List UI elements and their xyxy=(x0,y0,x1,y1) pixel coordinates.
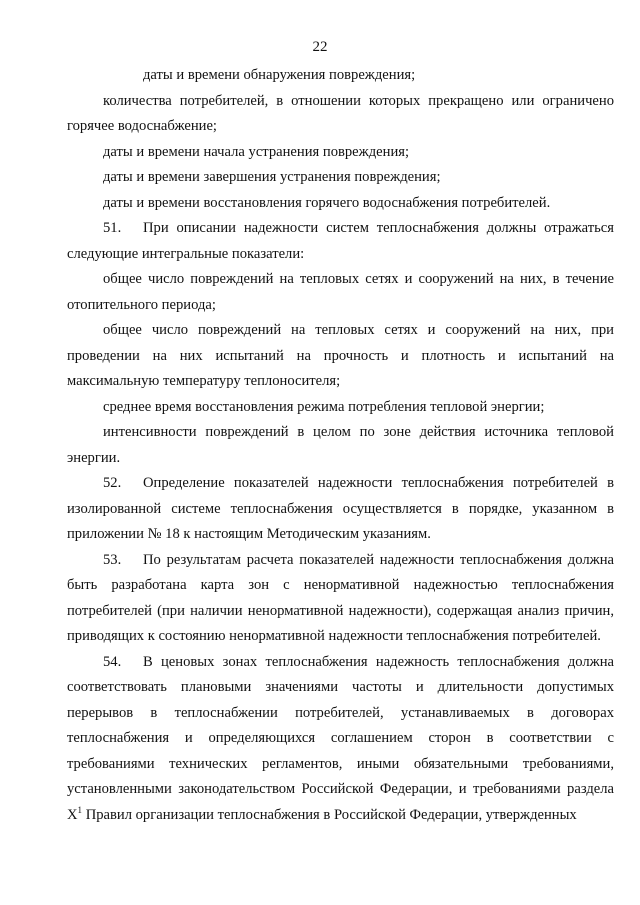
paragraph xyxy=(67,89,614,140)
paragraph xyxy=(67,165,614,191)
paragraph-text: общее число повреждений на тепловых сетях и сооружений на них, при проведении на них испытаний на прочность и плотность и испытаний на максимальную температуру теплоносителя; xyxy=(67,322,614,389)
paragraph-text: интенсивности повреждений в целом по зоне действия источника тепловой энергии. xyxy=(67,424,614,466)
paragraph-text: даты и времени обнаружения повреждения; xyxy=(143,67,416,83)
paragraph-text: общее число повреждений на тепловых сетях и сооружений на них, в течение отопительного периода; xyxy=(67,271,614,313)
paragraph-text: даты и времени начала устранения повреждения; xyxy=(103,143,410,160)
paragraph-text: количества потребителей, в отношении которых прекращено или ограничено горячее водоснабжение; xyxy=(67,92,614,134)
paragraph-text: даты и времени завершения устранения повреждения; xyxy=(103,169,441,185)
paragraph xyxy=(67,63,614,89)
page-number: 22 xyxy=(312,39,328,55)
superscript: 1 xyxy=(77,804,83,815)
paragraph-number: 53. xyxy=(103,551,122,568)
paragraph-text: Определение показателей надежности теплоснабжения потребителей в изолированной системе теплоснабжения осуществляется в порядке, указанном в приложении № 18 к настоящим Методическим указаниям. xyxy=(67,475,614,542)
paragraph xyxy=(67,420,614,471)
paragraph-number: 52. xyxy=(103,475,122,491)
paragraph xyxy=(67,191,614,217)
paragraph-text: даты и времени восстановления горячего водоснабжения потребителей. xyxy=(103,194,551,211)
paragraph-text: среднее время восстановления режима потребления тепловой энергии; xyxy=(103,398,545,415)
paragraph xyxy=(67,318,614,395)
paragraph-text: При описании надежности систем теплоснабжения должны отражаться следующие интегральные показатели: xyxy=(67,220,614,262)
paragraph-text-continued: Правил организации теплоснабжения в Российской Федерации, утвержденных xyxy=(82,806,577,823)
paragraph-54 xyxy=(67,650,614,829)
paragraph-51 xyxy=(67,216,614,267)
paragraph-text: В ценовых зонах теплоснабжения надежность теплоснабжения должна соответствовать плановыми значениями частоты и длительности допустимых перерывов в теплоснабжении потребителей, устанавливаемых в договорах теплоснабжения и определяющихся соглашением сторон в соответствии с требованиями технических регламентов, иными обязательными требованиями, установленными законодательством Российской Федерации, и требованиями раздела X xyxy=(67,653,614,823)
paragraph xyxy=(67,140,614,166)
document-body xyxy=(67,63,614,828)
paragraph-53 xyxy=(67,548,614,650)
paragraph-number: 51. xyxy=(103,220,122,236)
paragraph xyxy=(67,395,614,421)
paragraph-text: По результатам расчета показателей надежности теплоснабжения должна быть разработана карта зон с ненормативной надежностью теплоснабжения потребителей (при наличии ненормативной надежности), содержащая анализ причин, приводящих к состоянию ненормативной надежности теплоснабжения потребителей. xyxy=(67,551,614,644)
paragraph xyxy=(67,267,614,318)
paragraph-number: 54. xyxy=(103,653,122,670)
paragraph-52 xyxy=(67,471,614,548)
